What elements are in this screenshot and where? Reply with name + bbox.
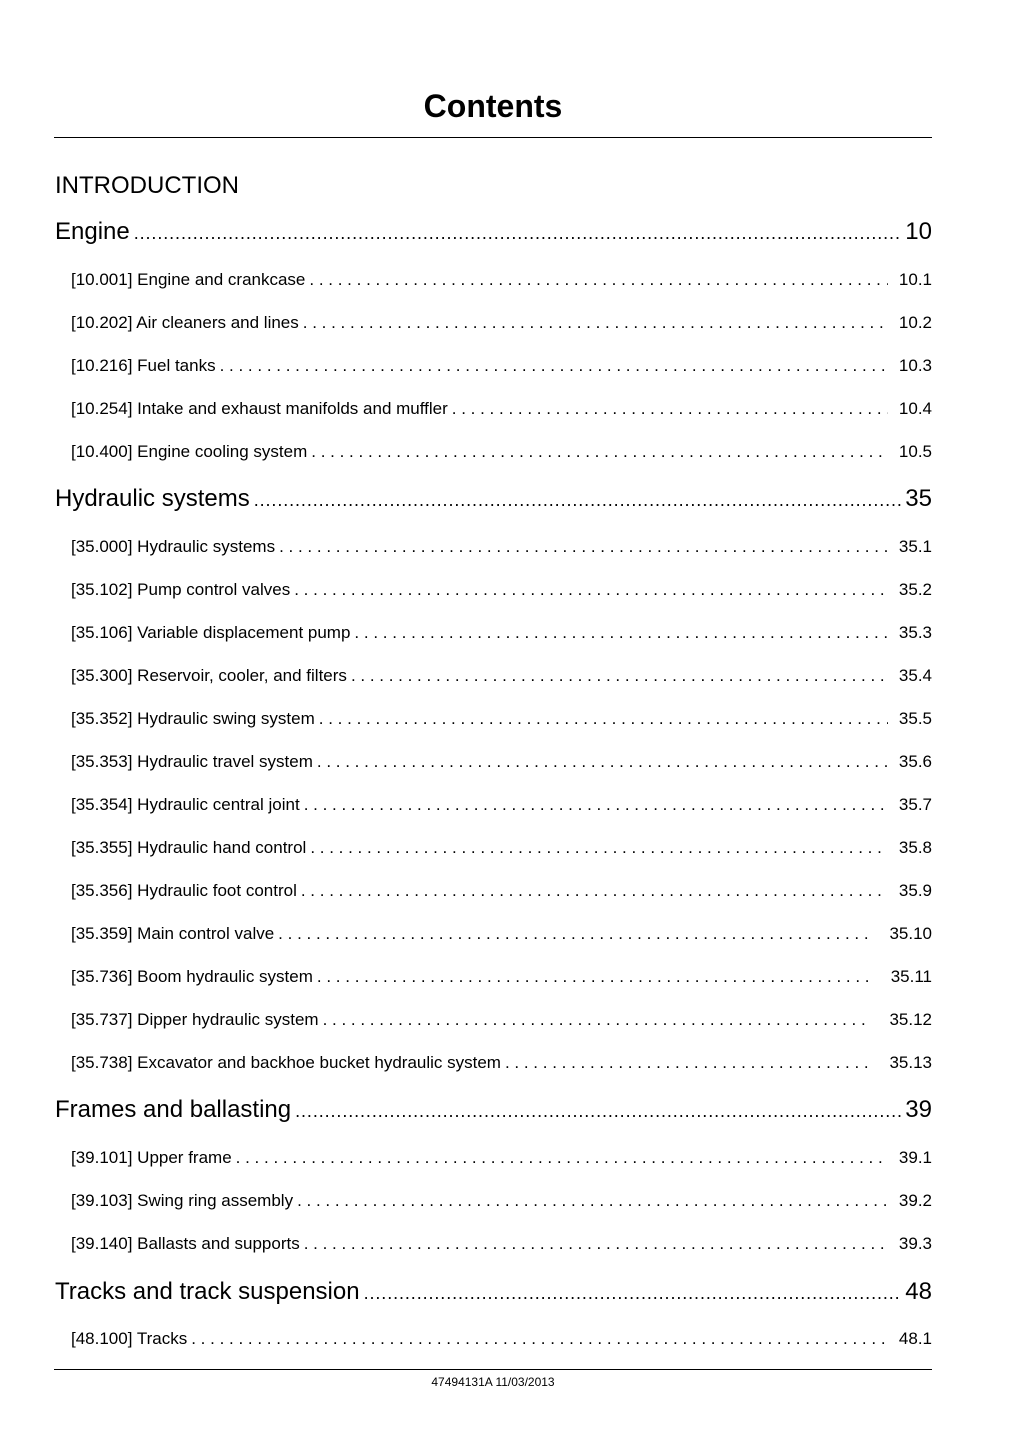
- toc-section[interactable]: [55, 1276, 932, 1309]
- dot-leader: [354, 621, 888, 645]
- dot-leader: [310, 836, 888, 860]
- toc-entry[interactable]: [71, 1008, 932, 1032]
- dot-leader: [301, 879, 888, 903]
- toc-entry-page-number: 39.2: [898, 1191, 932, 1210]
- dot-leader: [351, 664, 888, 688]
- toc-entry-page-number: 10.2: [898, 313, 932, 332]
- toc-entry-page-number: 10.3: [898, 356, 932, 375]
- toc-entry-page-number: 35.12: [889, 1010, 932, 1029]
- toc-entry-label: [39.101] Upper frame: [71, 1148, 232, 1167]
- toc-entry[interactable]: [71, 621, 932, 645]
- bottom-divider: [54, 1369, 932, 1370]
- toc-entry[interactable]: [71, 1146, 932, 1170]
- toc-entry-label: [35.300] Reservoir, cooler, and filters: [71, 666, 347, 685]
- toc-entry[interactable]: [71, 750, 932, 774]
- toc-entry-label: [48.100] Tracks: [71, 1329, 188, 1348]
- toc-entry[interactable]: [71, 354, 932, 378]
- toc-entry-label: [10.254] Intake and exhaust manifolds and muffler: [71, 399, 448, 418]
- toc-entry[interactable]: [71, 397, 932, 421]
- document-footer: 47494131A 11/03/2013: [431, 1375, 555, 1389]
- toc-section-page-number: 35: [905, 485, 932, 512]
- toc-entry-label: [35.359] Main control valve: [71, 924, 275, 943]
- toc-entry-page-number: 35.4: [898, 666, 932, 685]
- toc-entry-label: [10.202] Air cleaners and lines: [71, 313, 299, 332]
- toc-entry[interactable]: [71, 1189, 932, 1213]
- toc-section-page-number: 39: [905, 1096, 932, 1123]
- toc-entry-label: [35.352] Hydraulic swing system: [71, 709, 315, 728]
- toc-entry-label: [10.400] Engine cooling system: [71, 442, 308, 461]
- toc-entry-page-number: 35.6: [898, 752, 932, 771]
- toc-section-page-number: 48: [905, 1278, 932, 1305]
- toc-section-label: Engine: [55, 218, 130, 245]
- dot-leader: [220, 354, 888, 378]
- dot-leader: [304, 1232, 888, 1256]
- toc-entry-page-number: 35.1: [898, 537, 932, 556]
- toc-entry[interactable]: [71, 965, 932, 989]
- page-title: Contents: [423, 88, 563, 124]
- toc-entry-page-number: 35.7: [898, 795, 932, 814]
- toc-section[interactable]: [55, 216, 932, 249]
- toc-section-label: Frames and ballasting: [55, 1096, 292, 1123]
- dot-leader: [304, 793, 888, 817]
- dot-leader: [191, 1327, 888, 1351]
- toc-entry[interactable]: [71, 535, 932, 559]
- toc-entry-page-number: 35.10: [889, 924, 932, 943]
- toc-entry[interactable]: [71, 922, 932, 946]
- dot-leader: [134, 217, 902, 249]
- dot-leader: [452, 397, 888, 421]
- dot-leader: [364, 1277, 902, 1309]
- toc-entry-label: [35.102] Pump control valves: [71, 580, 291, 599]
- toc-section-label: Tracks and track suspension: [55, 1278, 360, 1305]
- toc-entry-label: [35.353] Hydraulic travel system: [71, 752, 313, 771]
- toc-section-page-number: 10: [905, 218, 932, 245]
- toc-entry[interactable]: [71, 664, 932, 688]
- toc-entry[interactable]: [71, 836, 932, 860]
- toc-entry[interactable]: [71, 793, 932, 817]
- intro-heading: INTRODUCTION: [55, 172, 239, 199]
- toc-entry[interactable]: [71, 578, 932, 602]
- toc-entry-label: [10.216] Fuel tanks: [71, 356, 216, 375]
- toc-entry-page-number: 35.9: [898, 881, 932, 900]
- dot-leader: [323, 1008, 872, 1032]
- toc-entry-label: [35.738] Excavator and backhoe bucket hydraulic system: [71, 1053, 501, 1072]
- toc-entry[interactable]: [71, 1327, 932, 1351]
- dot-leader: [303, 311, 888, 335]
- toc-entry-page-number: 35.8: [898, 838, 932, 857]
- dot-leader: [294, 578, 888, 602]
- toc-entry-page-number: 48.1: [898, 1329, 932, 1348]
- dot-leader: [279, 535, 888, 559]
- toc-entry-label: [35.000] Hydraulic systems: [71, 537, 276, 556]
- toc-entry-page-number: 10.1: [898, 270, 932, 289]
- dot-leader: [309, 268, 888, 292]
- toc-entry-page-number: 35.11: [890, 967, 932, 986]
- toc-section[interactable]: [55, 483, 932, 516]
- dot-leader: [254, 484, 902, 516]
- toc-entry-label: [35.354] Hydraulic central joint: [71, 795, 300, 814]
- toc-entry-page-number: 35.5: [898, 709, 932, 728]
- toc-section-label: Hydraulic systems: [55, 485, 250, 512]
- toc-entry-page-number: 39.3: [898, 1234, 932, 1253]
- toc-entry-page-number: 10.5: [898, 442, 932, 461]
- toc-entry-label: [39.103] Swing ring assembly: [71, 1191, 294, 1210]
- toc-entry-label: [10.001] Engine and crankcase: [71, 270, 306, 289]
- dot-leader: [319, 707, 888, 731]
- toc-entry-label: [35.355] Hydraulic hand control: [71, 838, 307, 857]
- toc-entry[interactable]: [71, 1051, 932, 1075]
- dot-leader: [295, 1095, 901, 1127]
- dot-leader: [505, 1051, 872, 1075]
- toc-entry[interactable]: [71, 311, 932, 335]
- toc-entry-page-number: 35.2: [898, 580, 932, 599]
- toc-entry-page-number: 35.13: [889, 1053, 932, 1072]
- toc-entry[interactable]: [71, 1232, 932, 1256]
- dot-leader: [317, 750, 888, 774]
- toc-entry-label: [39.140] Ballasts and supports: [71, 1234, 300, 1253]
- toc-entry-label: [35.737] Dipper hydraulic system: [71, 1010, 319, 1029]
- dot-leader: [317, 965, 872, 989]
- dot-leader: [311, 440, 888, 464]
- dot-leader: [297, 1189, 888, 1213]
- toc-entry[interactable]: [71, 879, 932, 903]
- toc-entry-label: [35.356] Hydraulic foot control: [71, 881, 297, 900]
- toc-entry[interactable]: [71, 268, 932, 292]
- toc-entry-page-number: 10.4: [898, 399, 932, 418]
- toc-entry[interactable]: [71, 707, 932, 731]
- toc-entry-label: [35.736] Boom hydraulic system: [71, 967, 313, 986]
- toc-entry-page-number: 35.3: [898, 623, 932, 642]
- toc-entry-label: [35.106] Variable displacement pump: [71, 623, 351, 642]
- dot-leader: [236, 1146, 888, 1170]
- toc-section[interactable]: [55, 1094, 932, 1127]
- dot-leader: [278, 922, 872, 946]
- toc-entry[interactable]: [71, 440, 932, 464]
- toc-entry-page-number: 39.1: [898, 1148, 932, 1167]
